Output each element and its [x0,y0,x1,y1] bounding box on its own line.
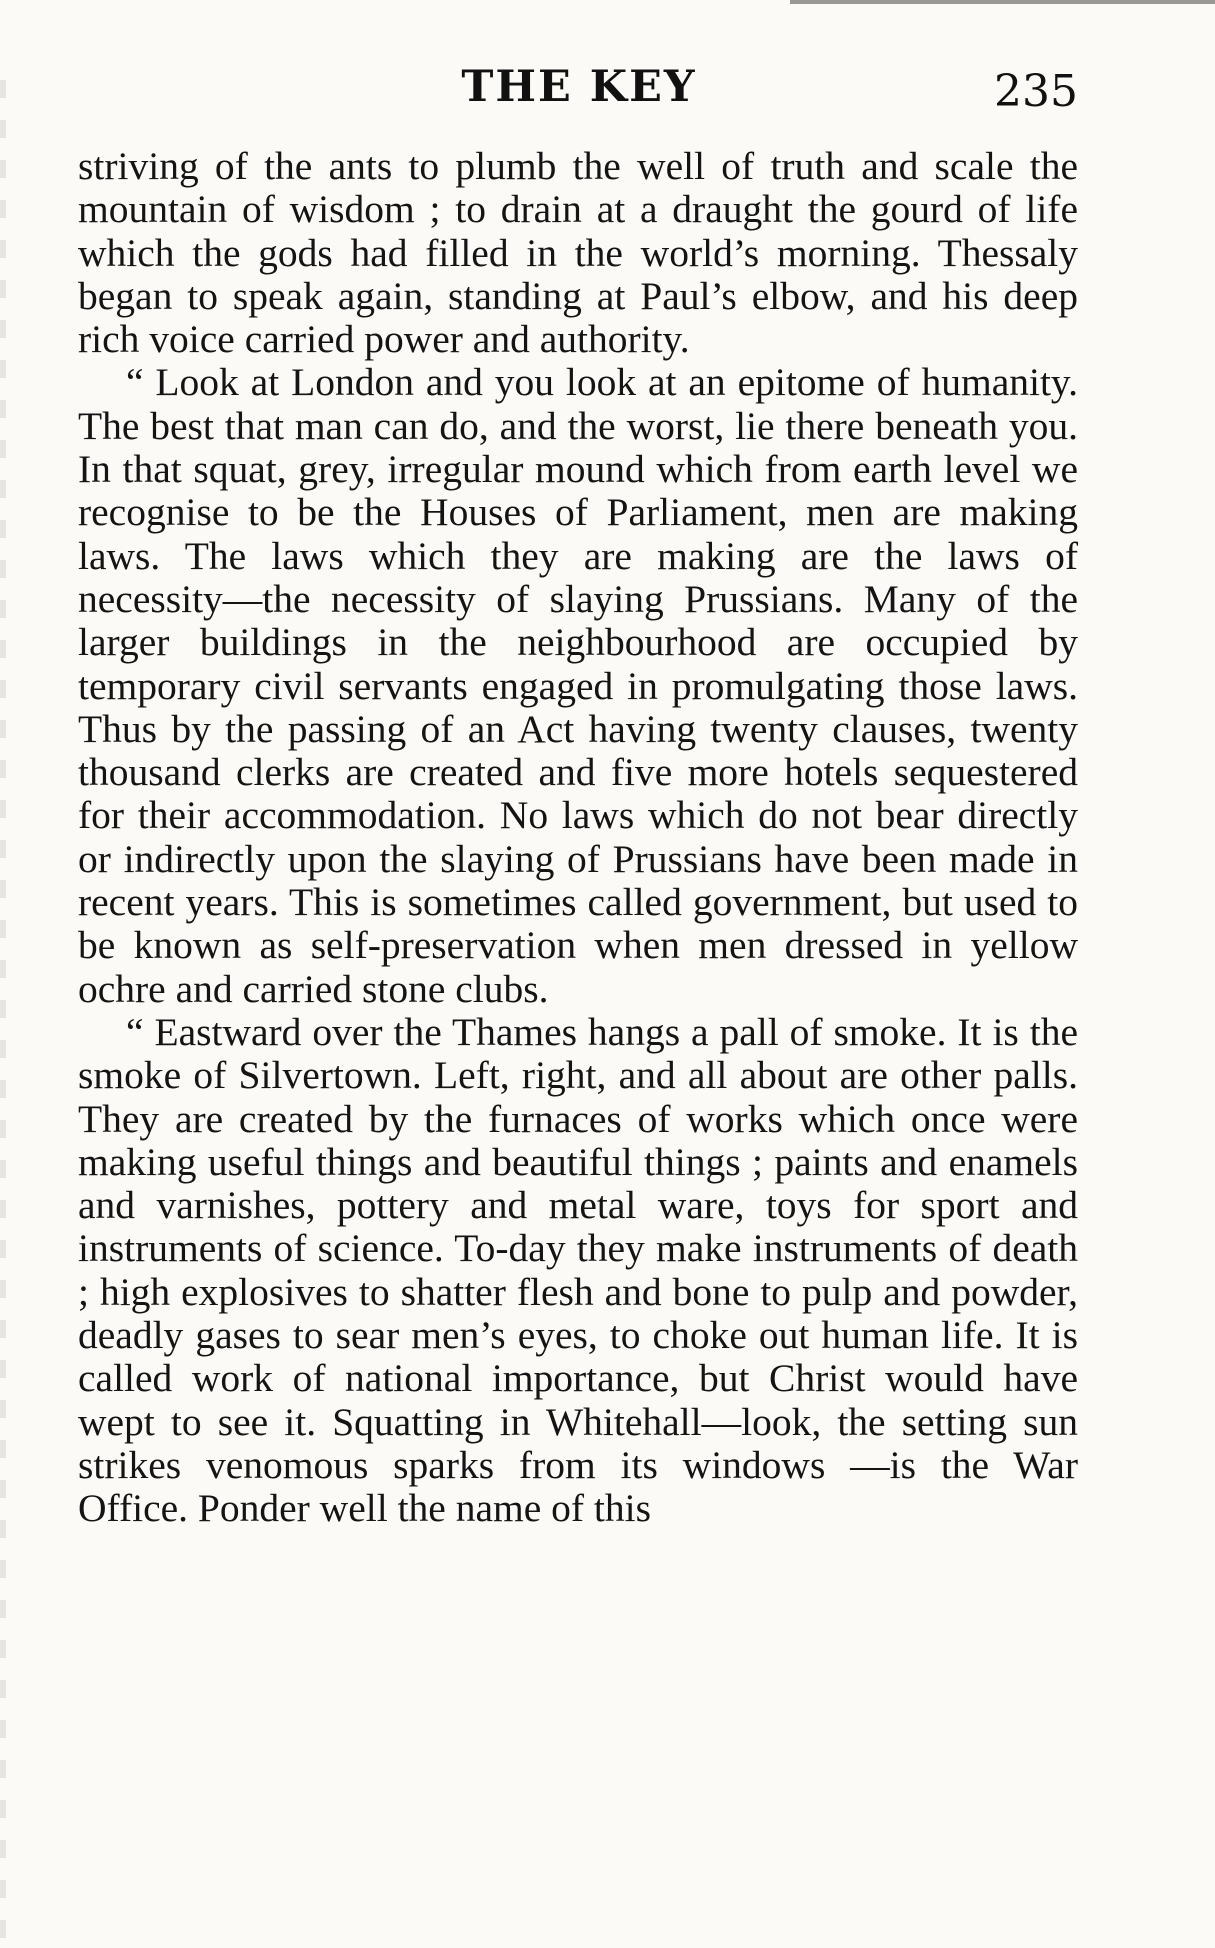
page-edge-top [790,0,1215,4]
paragraph-1: striving of the ants to plumb the well of truth and scale the mountain of wisdom ; to drain at a draught the gourd of life which the gods had filled in the world’s morning. Thessaly began to speak again, standing at Paul’s elbow, and his deep rich voice carried power and authority. [78,144,1078,362]
running-head: THE KEY [461,62,697,112]
body-text [78,145,1078,1531]
page-header [80,62,1078,132]
page-edge-left [0,80,6,1940]
page-number: 235 [994,66,1078,117]
paragraph-3: “ Eastward over the Thames hangs a pall of smoke. It is the smoke of Silvertown. Left, right, and all about are other palls. They are created by the furnaces of works which once were making useful things and beautiful things ; paints and enamels and varnishes, pottery and metal ware, toys for sport and instruments of science. To-day they make instruments of death ; high explosives to shatter flesh and bone to pulp and powder, deadly gases to sear men’s eyes, to choke out human life. It is called work of national importance, but Christ would have wept to see it. Squatting in Whitehall—look, the setting sun strikes venomous sparks from its windows —is the War Office. Ponder well the name of this [78,1009,1078,1531]
paragraph-2: “ Look at London and you look at an epitome of humanity. The best that man can do, and the worst, lie there beneath you. In that squat, grey, irregular mound which from earth level we recognise to be the Houses of Parliament, men are making laws. The laws which they are making are the laws of necessity—the necessity of slaying Prussians. Many of the larger buildings in the neighbourhood are occupied by temporary civil servants engaged in promulgating those laws. Thus by the passing of an Act having twenty clauses, twenty thousand clerks are created and five more hotels sequestered for their accommodation. No laws which do not bear directly or indirectly upon the slaying of Prussians have been made in recent years. This is sometimes called government, but used to be known as self-preservation when men dressed in yellow ochre and carried stone clubs. [78,360,1078,1011]
